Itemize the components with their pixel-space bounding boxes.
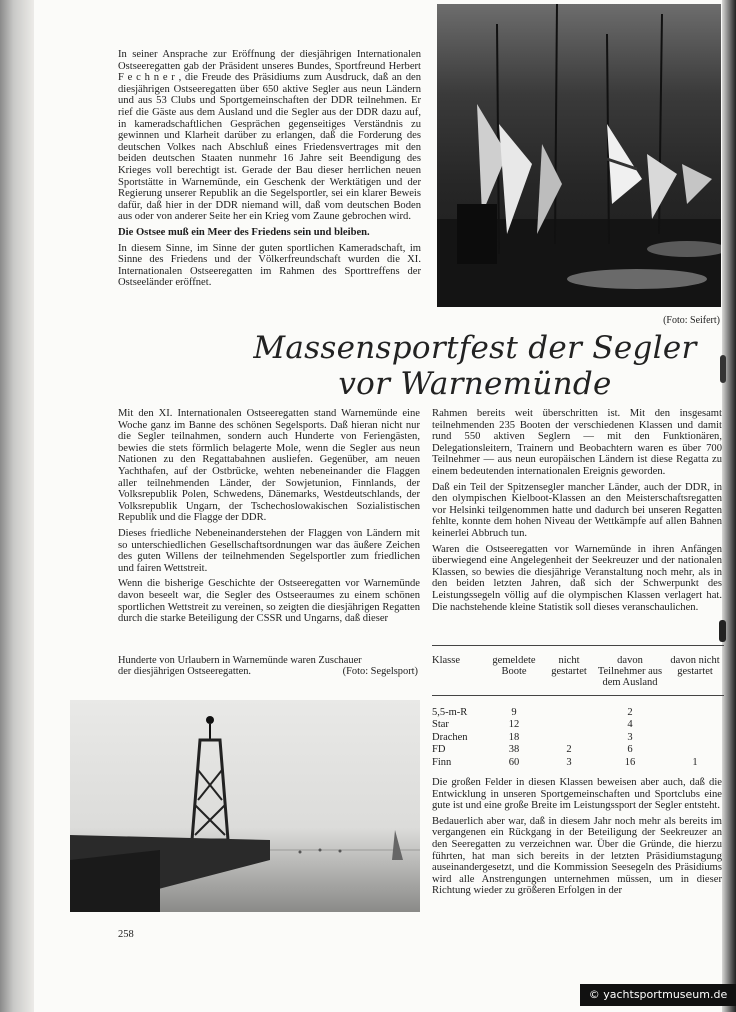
column-header: nicht gestartet xyxy=(544,646,594,696)
photo-caption xyxy=(118,655,418,677)
photo-credit: (Foto: Segelsport) xyxy=(342,666,418,677)
body-paragraph: Wenn die bisherige Geschichte der Ostseeregatten vor Warnemünde davon beseelt war, die Segler des Ostseeraumes zu einem schönen sportlichen Wettstreit zu vereinen, so zeigten die diesjährigen Regatten durch die starke Beteiligung der CSSR und Ungarns, daß dieser xyxy=(118,578,420,625)
table-row xyxy=(432,756,724,769)
column-header: gemeldete Boote xyxy=(484,646,544,696)
statistics-table xyxy=(432,645,724,769)
table-cell: 3 xyxy=(627,731,633,743)
body-paragraph: Daß ein Teil der Spitzensegler mancher Länder, auch der DDR, in den olympischen Kielboot-Klassen an den Meisterschaftsregatten vor Helsinki teilgenommen hatte und dadurch bei unseren Regatten fehlte, konnte dem hohen Niveau der Wettkämpfe auf allen Bahnen keinerlei Abbruch tun. xyxy=(432,481,722,539)
table-cell xyxy=(666,696,724,719)
title-line: vor Warnemünde xyxy=(338,366,612,402)
table-cell: 9 xyxy=(511,706,517,718)
column-header: Klasse xyxy=(432,646,484,696)
column-header: davon Teilnehmer aus dem Ausland xyxy=(594,646,666,696)
table-cell: FD xyxy=(432,744,446,756)
body-paragraph: Dieses friedliche Nebeneinanderstehen der Flaggen von Ländern mit so unterschiedlichen Gesellschaftsordnungen war das äußere Zeichen des guten Willens der teilnehmenden Segelsportler zum friedlichen und fairen Wettstreit. xyxy=(118,527,420,574)
table-cell xyxy=(544,731,594,744)
table-cell: 12 xyxy=(508,719,520,731)
table-cell: 16 xyxy=(624,756,636,768)
table-cell: 6 xyxy=(627,744,633,756)
caption-line: der diesjährigen Ostseeregatten. xyxy=(118,666,252,677)
table-cell: Finn xyxy=(432,756,452,768)
table-cell: 5,5-m-R xyxy=(432,706,468,718)
bold-statement: Die Ostsee muß ein Meer des Friedens sein und bleiben. xyxy=(118,226,370,238)
title-line: Massensportfest der Segler xyxy=(253,330,697,366)
photo-pier-spectators xyxy=(70,700,420,912)
page-edge-shadow xyxy=(722,0,736,1012)
watermark: © yachtsportmuseum.de xyxy=(580,984,736,1006)
book-binding-shadow xyxy=(0,0,34,1012)
margin-mark xyxy=(720,355,726,383)
table-cell xyxy=(544,696,594,719)
photo-flags-at-harbor xyxy=(437,4,721,307)
margin-mark xyxy=(719,620,726,642)
table-cell: 2 xyxy=(627,706,633,718)
intro-paragraph: In diesem Sinne, im Sinne der guten sportlichen Kameradschaft, im Sinne des Friedens und der Völkerfreundschaft wurden die XI. Internationalen Ostseeregatten im Rahmen des Sporttreffens der Ostseeländer eröffnet. xyxy=(118,242,421,289)
table-row xyxy=(432,719,724,732)
table-cell: 60 xyxy=(508,756,520,768)
table-cell: 1 xyxy=(692,756,698,768)
table-row xyxy=(432,731,724,744)
left-column xyxy=(118,408,420,629)
table-cell xyxy=(544,719,594,732)
table-cell xyxy=(666,719,724,732)
intro-paragraph: In seiner Ansprache zur Eröffnung der diesjährigen Internationalen Ostseeregatten gab der Präsident unseres Bundes, Sportfreund Herbert F e c h n e r , die Freude des Präsidiums zum Ausdruck, daß an den diesjährigen Ostseeregatten über 650 aktive Segler aus neun Ländern und aus 53 Clubs und Sportgemeinschaften der DDR teilnehmen. Er rief die Gäste aus dem Ausland und die Segler aus der DDR dazu auf, in kameradschaftlichen Gesprächen gegenseitiges Verständnis zu gewinnen und Klarheit darüber zu erlangen, daß die Forderung des deutschen Volkes nach Abschluß eines Friedensvertrages mit den beiden deutschen Staaten nunmehr 16 Jahre seit Beendigung des Krieges voll berechtigt ist. Gerade der Bau dieser herrlichen neuen Sportstätte in Warnemünde, ein Geschenk der Werktätigen und der Regierung unserer Republik an die Segelsportler, sei ein klarer Beweis dafür, daß hier in der DDR niemand will, daß vom deutschen Boden aus oder von anderer Seite her ein Krieg vom Zaune gebrochen wird. xyxy=(118,49,421,223)
body-paragraph: Bedauerlich aber war, daß in diesem Jahr noch mehr als bereits im vergangenen ein Rückgang in der Beteiligung der Seekreuzer an den Seeregatten zu verzeichnen war. Über die Gründe, die hierzu führten, hat man sich bereits in der letzten Präsidiumstagung auseinandergesetzt, und die Kommission Seesegeln des Präsidiums wird alle Anstrengungen unternehmen müssen, um in dieser Richtung wieder zu größeren Erfolgen in der xyxy=(432,815,722,897)
table-cell: 2 xyxy=(566,744,572,756)
table-row xyxy=(432,744,724,757)
table-cell: 4 xyxy=(627,719,633,731)
table-cell xyxy=(666,731,724,744)
body-paragraph: Mit den XI. Internationalen Ostseeregatten stand Warnemünde eine Woche ganz im Banne des schönen Segelsports. Daß hieran nicht nur die Segler teilnahmen, sondern auch Hunderte von Feriengästen, bewies die stets förmlich belagerte Mole, wenn die Segler aus neun Nationen zu den Regattabahnen ausliefen. Gegenüber, am neuen Yachthafen, auf der Ostbrücke, wehten nebeneinander die Flaggen aller teilnehmenden Länder, der Sowjetunion, Finnlands, der Volksrepublik Polen, Schwedens, Dänemarks, Westdeutschlands, der Volksrepublik Ungarn, der Tschechoslowakischen Sozialistischen Republik und die Flagge der DDR. xyxy=(118,408,420,524)
body-paragraph: Waren die Ostseeregatten vor Warnemünde in ihren Anfängen überwiegend eine Angelegenheit der Seekreuzer und der nationalen Klassen, so bewies die diesjährige Veranstaltung noch mehr, als in den beiden letzten Jahren, daß sich der Schwerpunkt des Leistungssegeln völlig auf die olympischen Klassen verlagert hat. Die nachstehende kleine Statistik soll dieses veranschaulichen. xyxy=(432,543,722,613)
right-column xyxy=(432,408,722,617)
table-cell: 3 xyxy=(566,756,572,768)
photo-credit: (Foto: Seifert) xyxy=(663,315,720,326)
table-cell: Drachen xyxy=(432,731,468,743)
caption-line: Hunderte von Urlaubern in Warnemünde waren Zuschauer xyxy=(118,655,362,666)
body-paragraph: Rahmen bereits weit überschritten ist. Mit den insgesamt teilnehmenden 235 Booten der verschiedenen Klassen und damit rund 550 aktiven Seglern — mit den Funktionären, Delegationsleitern, Trainern und Beobachtern waren es über 700 Teilnehmer — aus neun europäischen Ländern ist diese Regatta zu einem bedeutenden internationalen Ereignis geworden. xyxy=(432,408,722,477)
table-cell xyxy=(666,744,724,757)
table-row xyxy=(432,696,724,719)
table-cell: Star xyxy=(432,719,449,731)
page-number: 258 xyxy=(118,929,134,940)
table-header-row xyxy=(432,646,724,696)
body-paragraph: Die großen Felder in diesen Klassen beweisen aber auch, daß die Entwicklung in unseren Sportgemeinschaften und Sportclubs eine gute ist und eine große Breite im Leistungssport der Segler entsteht. xyxy=(432,777,722,812)
article-title xyxy=(230,330,720,402)
intro-text xyxy=(118,49,421,293)
right-column-continued xyxy=(432,777,722,901)
column-header: davon nicht gestartet xyxy=(666,646,724,696)
table-cell: 38 xyxy=(508,744,520,756)
table-cell: 18 xyxy=(508,731,520,743)
